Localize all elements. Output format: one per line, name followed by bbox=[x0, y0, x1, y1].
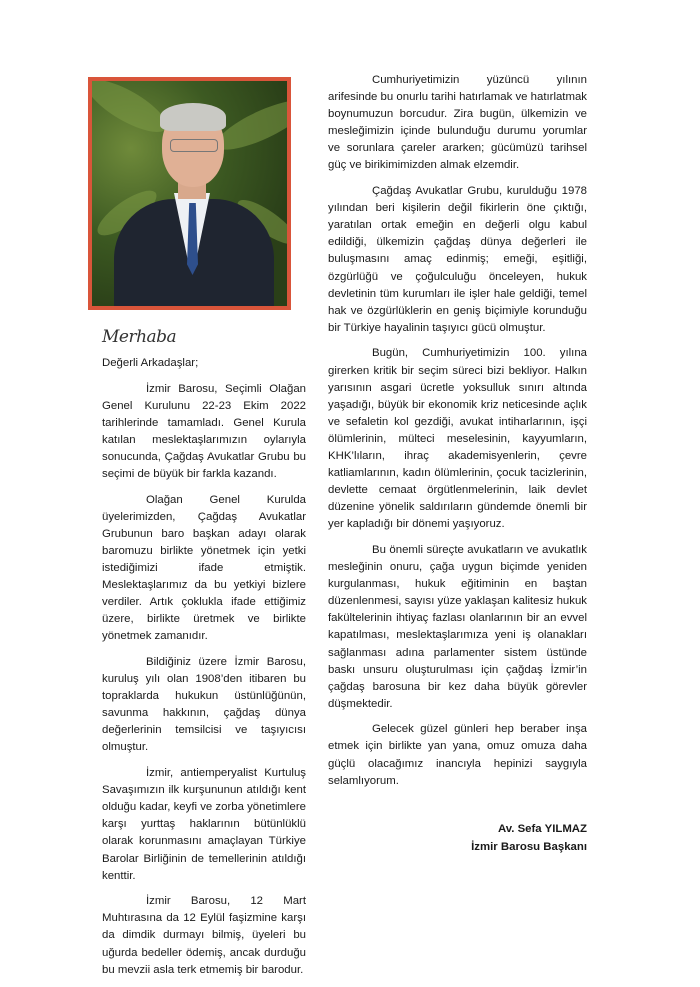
paragraph: İzmir Barosu, 12 Mart Muhtırasına da 12 Eylül faşizmine karşı da dimdik durmayı bilmiş, üyeleri bu uğurda bedeller ödemiş, ancak durduğu bu mevzii asla terk etmemiş bir barodur. bbox=[102, 895, 306, 976]
paragraph: Bugün, Cumhuriyetimizin 100. yılına girerken kritik bir seçim süreci bizi bekliyor. Halkın yarısının asgari ücretle yoksulluk sınırı altında yaşadığı, büyük bir ekonomik kriz neticesinde açlık ve sefaletin kol gezdiği, avukat intiharlarının, işçi ölümlerinin, mülteci meselesinin, kayyumların, KHK’lıların, ihraç akademisyenlerin, çevre katliamlarının, kadın ölümlerinin, çocuk tacizlerinin, devlette cemaat örgütlenmelerinin, laik devlet düzenine yönelik saldırıların gündemde önemli bir yer kapladığı bir dönemi yaşıyoruz. bbox=[328, 347, 587, 531]
signature bbox=[328, 820, 587, 856]
paragraph: Bildiğiniz üzere İzmir Barosu, kuruluş yılı olan 1908’den itibaren bu topraklarda hukukun üstünlüğünün, savunma hakkının, çağdaş dünya değerlerinin temsilcisi ve taşıyıcısı olmuştur. bbox=[102, 656, 306, 754]
paragraph: Çağdaş Avukatlar Grubu, kurulduğu 1978 yılından beri kişilerin değil fikirlerin öne çıktığı, yaratılan ortak emeğin en değerli olgu kabul edildiği, ülkemizin çağdaş dünya değerleri ile buluşmasını amaç edinmiş; emeği, eşitliği, özgürlüğü ve çoğulculuğu önceleyen, hukuk devletinin tüm kurumları ile işler hale geldiği, temel hak ve özgürlüklerin en geniş biçimiyle korunduğu bir Türkiye hayalinin taşıyıcı gücü olmuştur. bbox=[328, 185, 587, 334]
paragraph: Bu önemli süreçte avukatların ve avukatlık mesleğinin onuru, çağa uygun biçimde yeniden kurgulanması, hukuk eğitiminin en baştan düzenlenmesi, sayısı yüze yaklaşan kalitesiz hukuk fakültelerinin ihtiyaç fazlası olanlarının bir an evvel kapatılması, meslektaşlarımıza yeni iş olanakları sağlanması adına parlamenter sistem üstünde baskı unsuru oluşturulması için çağdaş İzmir’in çağdaş barosuna bir kez daha büyük görevler düşmektedir. bbox=[328, 543, 587, 710]
left-column bbox=[102, 355, 306, 987]
paragraph: Olağan Genel Kurulda üyelerimizden, Çağdaş Avukatlar Grubunun baro başkan adayı olarak baromuzu birlikte yönetmek için yetki istediğimizi ifade etmiştik. Meslektaşlarımız da bu yetkiyi bizlere verdiler. Artık çoklukla ifade ettiğimiz üzere, birlikte üretmek ve birlikte yönetmek zamanıdır. bbox=[102, 493, 306, 643]
paragraph: Cumhuriyetimizin yüzüncü yılının arifesinde bu onurlu tarihi hatırlamak ve hatırlatmak boynumuzun borcudur. Zira bugün, ülkemizin ve mesleğimizin içinde bulunduğu durumu yorumlar ve sorunlara çareler ararken; gücümüzü tarihsel güç ve birikimimizden almak elzemdir. bbox=[328, 74, 587, 172]
paragraph: İzmir Barosu, Seçimli Olağan Genel Kurulunu 22-23 Ekim 2022 tarihlerinde tamamladı. Genel Kurula katılan meslektaşlarımızın oylarıyla sonucunda, Çağdaş Avukatlar Grubu bu seçimi de büyük bir farkla kazandı. bbox=[102, 382, 306, 481]
hair bbox=[160, 103, 226, 131]
palm-leaf bbox=[88, 77, 173, 141]
portrait-photo bbox=[88, 77, 291, 310]
paragraph: İzmir, antiemperyalist Kurtuluş Savaşımızın ilk kurşununun atıldığı kent olduğu kadar, keyfi ve zorba yönetimlere karşı yurttaş haklarının bütünlüklü olarak korunmasını amaçlayan Türkiye Barolar Birliğinin de temellerinin atıldığı kenttir. bbox=[102, 767, 306, 882]
salutation: Değerli Arkadaşlar; bbox=[102, 357, 199, 369]
signature-title: İzmir Barosu Başkanı bbox=[471, 840, 587, 853]
signature-name: Av. Sefa YILMAZ bbox=[497, 822, 587, 835]
greeting: Merhaba bbox=[102, 327, 177, 347]
glasses bbox=[170, 139, 218, 152]
right-column bbox=[328, 72, 587, 856]
paragraph: Gelecek güzel günleri hep beraber inşa etmek için birlikte yan yana, omuz omuza daha güçlü olacağımız inancıyla hepinizi saygıyla selamlıyorum. bbox=[328, 723, 587, 787]
